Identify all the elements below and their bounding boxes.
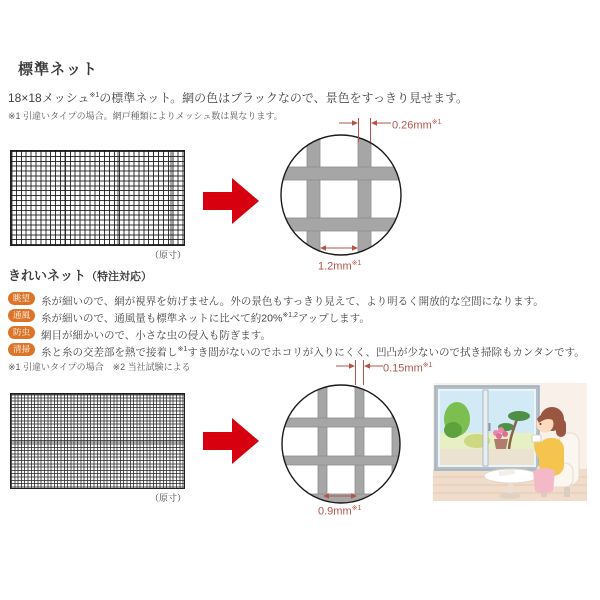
footnote-marker: ※1	[351, 505, 362, 512]
room-illustration	[433, 383, 587, 501]
feature-row-view	[8, 292, 598, 309]
standard-net-title: 標準ネット	[18, 61, 99, 78]
feature-text-part: 網目が細かいので、小さな虫の侵入も防ぎます。	[41, 329, 271, 342]
kirei-mesh-magnified-view	[265, 358, 450, 526]
feature-badge: 清掃	[8, 343, 35, 356]
measure-value: 1.2mm	[318, 260, 352, 273]
footnote-marker: ※1	[351, 260, 362, 267]
standard-net-description	[8, 89, 468, 106]
opening-width-value	[318, 504, 361, 518]
footnote-marker: ※1	[422, 362, 433, 369]
measure-arrowheads	[349, 363, 370, 369]
zoom-arrow-icon	[202, 177, 260, 225]
standard-mesh-swatch	[10, 150, 185, 246]
feature-text-part: アップします。	[297, 312, 370, 325]
kirei-mesh-swatch	[10, 393, 185, 489]
footnote-marker: ※1,2	[282, 312, 298, 319]
window	[435, 386, 539, 470]
feature-badge: 通風	[8, 309, 35, 322]
feature-badge: 防虫	[8, 326, 35, 339]
title-main: きれいネット	[8, 268, 87, 283]
feature-text-part: 糸が細いので、網が視界を妨げません。外の景色もすっきり見えて、より明るく開放的な空間になります。	[41, 295, 544, 308]
measure-value: 0.15mm	[383, 362, 423, 375]
measure-arrowheads	[352, 120, 377, 126]
title-sub: （特注対応）	[86, 271, 153, 283]
feature-badge: 眺望	[8, 292, 35, 305]
actual-size-label: （原寸）	[150, 250, 187, 260]
wire-width-value	[383, 361, 433, 375]
feature-text-part: 糸が細いので、通風量も標準ネットに比べて約20%	[41, 312, 283, 325]
feature-text	[41, 326, 271, 343]
wire-width-value	[392, 118, 442, 132]
feature-text-part: 糸と糸の交差部を熱で接着し	[41, 346, 178, 359]
feature-text	[41, 309, 370, 326]
kirei-net-title	[8, 265, 152, 284]
footnote-marker: ※1	[177, 346, 188, 353]
opening-width-value	[318, 259, 361, 273]
desc-text: の標準ネット。網の色はブラックなので、景色をすっきり見せます。	[99, 91, 468, 105]
footnote-marker: ※1	[431, 119, 442, 126]
footnote-marker: ※1	[89, 92, 100, 99]
actual-size-label: （原寸）	[150, 493, 187, 503]
kirei-net-footnote: ※1 引違いタイプの場合 ※2 当社試験による	[8, 362, 191, 372]
standard-mesh-magnified-view	[265, 112, 450, 282]
feature-text-part: すき間がないのでホコリが入りにくく、凹凸が少ないので拭き掃除もカンタンです。	[187, 346, 585, 359]
zoom-arrow-icon	[202, 417, 260, 465]
desc-text: 18×18メッシュ	[8, 91, 90, 105]
feature-row-ventilation	[8, 309, 598, 326]
measure-value: 0.26mm	[392, 119, 432, 132]
measure-value: 0.9mm	[318, 505, 352, 518]
feature-row-insect	[8, 326, 598, 343]
wire-width-measure-lines	[336, 360, 383, 385]
standard-net-footnote: ※1 引違いタイプの場合。網戸種類によりメッシュ数は異なります。	[8, 111, 283, 121]
feature-text	[41, 292, 544, 309]
